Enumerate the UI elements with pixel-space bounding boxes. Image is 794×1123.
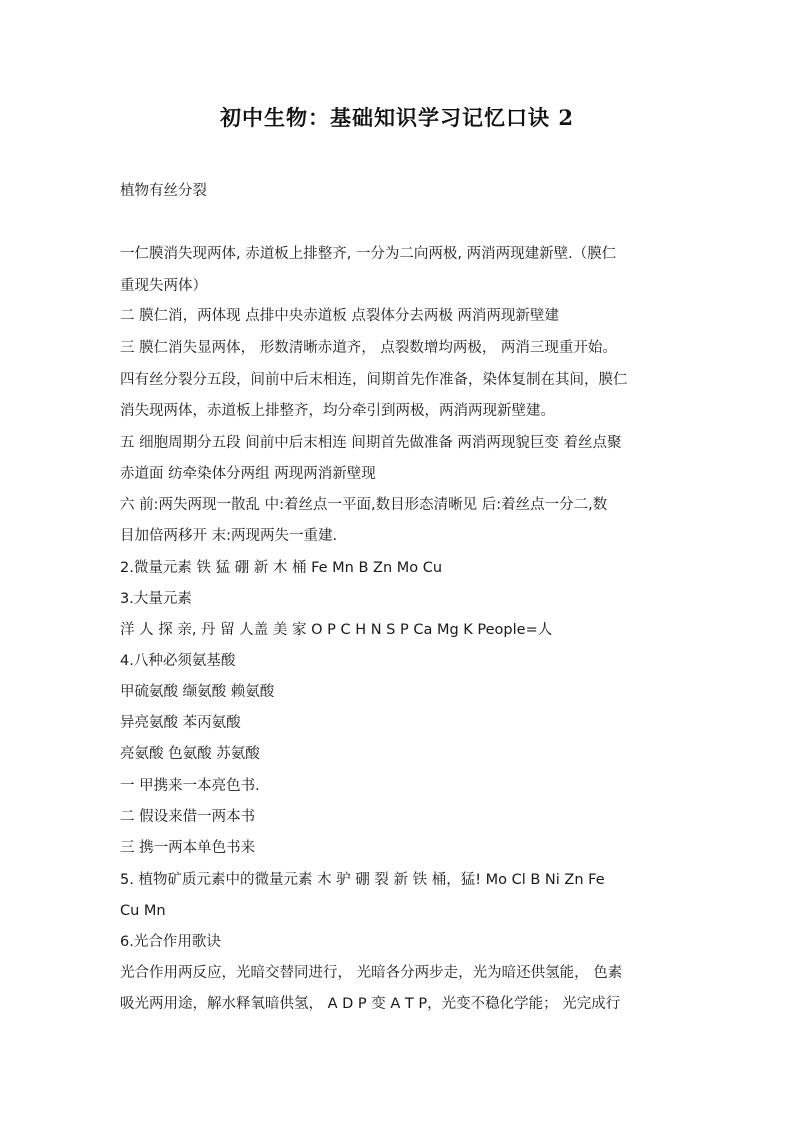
text-line: 三 膜仁消失显两体， 形数清晰赤道齐， 点裂数增均两极， 两消三现重开始。 (120, 340, 617, 356)
text-line: 3.大量元素 (120, 591, 192, 607)
text-line: 光合作用两反应，光暗交替同进行， 光暗各分两步走，光为暗还供氢能， 色素 (120, 965, 623, 981)
text-line: 三 携一两本单色书来 (120, 840, 256, 856)
page-title: 初中生物：基础知识学习记忆口诀 2 (220, 105, 574, 130)
text-line: 一仁膜消失现两体, 赤道板上排整齐, 一分为二向两极, 两消两现建新壁.（膜仁 (120, 246, 617, 262)
text-line: 一 甲携来一本亮色书. (120, 778, 260, 794)
text-line: 二 假设来借一两本书 (120, 809, 256, 825)
section-heading-mitosis: 植物有丝分裂 (120, 183, 207, 199)
text-line: 吸光两用途，解水释氧暗供氢， A D P 变 A T P，光变不稳化学能； 光完成行 (120, 996, 621, 1012)
text-line: 甲硫氨酸 缬氨酸 赖氨酸 (120, 684, 275, 700)
text-line: 2.微量元素 铁 猛 硼 新 木 桶 Fe Mn B Zn Mo Cu (120, 560, 443, 576)
text-line: 四有丝分裂分五段，间前中后末相连，间期首先作准备，染体复制在其间，膜仁 (120, 372, 628, 388)
text-line: Cu Mn (120, 903, 166, 919)
text-line: 五 细胞周期分五段 间前中后末相连 间期首先做准备 两消两现貌巨变 着丝点聚 (120, 435, 622, 451)
text-line: 目加倍两移开 末:两现两失一重建. (120, 528, 338, 544)
text-line: 洋 人 探 亲, 丹 留 人盖 美 家 O P C H N S P Ca Mg K People=人 (120, 622, 553, 638)
text-line: 5. 植物矿质元素中的微量元素 木 驴 硼 裂 新 铁 桶，猛! Mo Cl B Ni Zn Fe (120, 872, 605, 888)
text-line: 六 前:两失两现一散乱 中:着丝点一平面,数目形态清晰见 后:着丝点一分二,数 (120, 497, 608, 513)
text-line: 异亮氨酸 苯丙氨酸 (120, 715, 241, 731)
text-line: 亮氨酸 色氨酸 苏氨酸 (120, 746, 260, 762)
text-line: 消失现两体，赤道板上排整齐，均分牵引到两极，两消两现新壁建。 (120, 403, 555, 419)
text-line: 4.八种必须氨基酸 (120, 653, 236, 669)
text-line: 二 膜仁消，两体现 点排中央赤道板 点裂体分去两极 两消两现新壁建 (120, 308, 559, 324)
text-line: 6.光合作用歌诀 (120, 934, 221, 950)
text-line: 赤道面 纺牵染体分两组 两现两消新壁现 (120, 466, 376, 482)
text-line: 重现失两体） (120, 278, 207, 294)
